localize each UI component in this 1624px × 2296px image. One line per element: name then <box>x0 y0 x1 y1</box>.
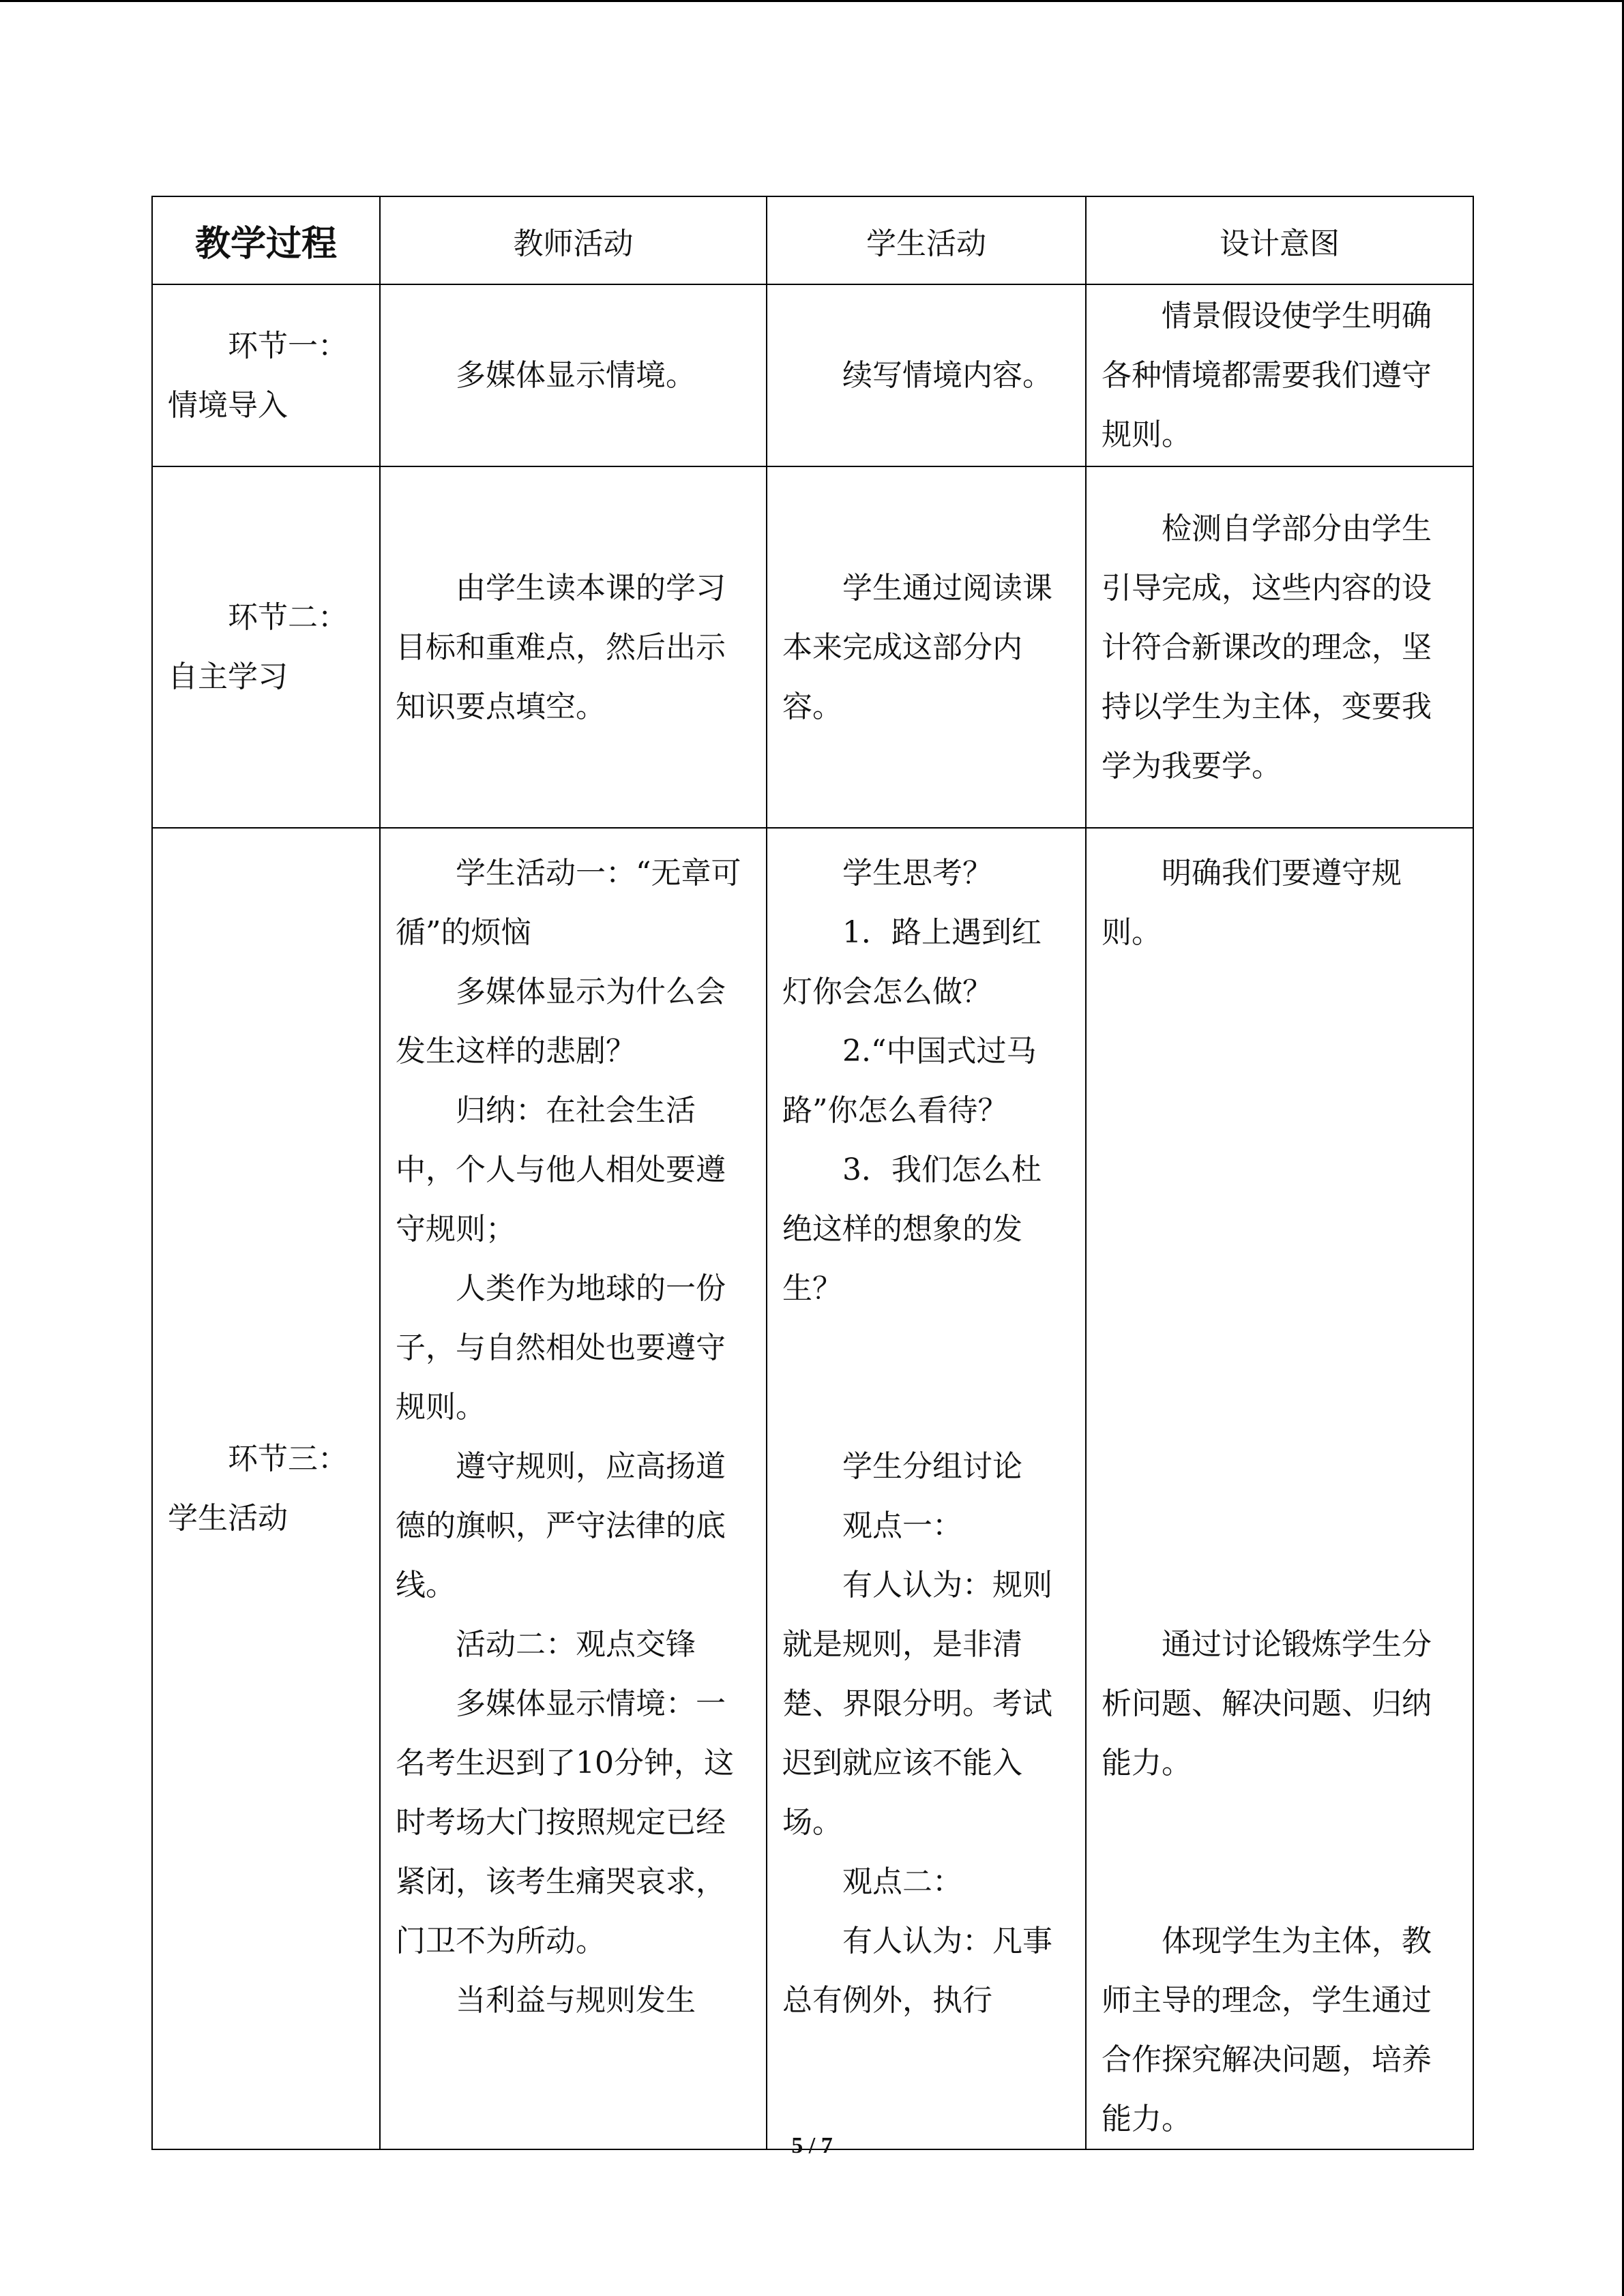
teacher-text: 活动二：观点交锋 <box>456 1627 696 1662</box>
intent-text: 通过讨论锻炼学生分析问题、解决问题、归纳能力。 <box>1102 1627 1432 1780</box>
intent-cell <box>1086 284 1473 466</box>
spacer <box>1102 1437 1458 1496</box>
spacer <box>1102 1259 1458 1318</box>
student-text: 有人认为：凡事总有例外，执行 <box>782 1924 1052 2018</box>
spacer <box>1102 1022 1458 1081</box>
teacher-cell <box>380 466 767 828</box>
teacher-text: 当利益与规则发生 <box>456 1983 696 2018</box>
table-row <box>152 828 1473 2149</box>
student-cell <box>767 828 1086 2149</box>
header-cell-student: 学生活动 <box>767 196 1086 284</box>
spacer <box>1102 1081 1458 1140</box>
stage-cell <box>152 466 380 828</box>
stage-label: 环节二： <box>228 600 348 635</box>
teacher-text: 学生活动一：“无章可循”的烦恼 <box>396 856 741 950</box>
header-cell-intent: 设计意图 <box>1086 196 1473 284</box>
student-text: 1．路上遇到红灯你会怎么做？ <box>782 915 1042 1009</box>
header-cell-process: 教学过程 <box>152 196 380 284</box>
student-text: 续写情境内容。 <box>842 358 1052 393</box>
teacher-text: 归纳：在社会生活中，个人与他人相处要遵守规则； <box>396 1093 726 1247</box>
intent-cell <box>1086 828 1473 2149</box>
teacher-text: 遵守规则，应高扬道德的旗帜，严守法律的底线。 <box>396 1449 726 1602</box>
intent-text: 情景假设使学生明确各种情境都需要我们遵守规则。 <box>1102 299 1432 452</box>
spacer <box>782 1377 1070 1437</box>
spacer <box>1102 1793 1458 1852</box>
student-text: 学生分组讨论 <box>842 1449 1022 1484</box>
spacer <box>1102 1199 1458 1259</box>
stage-title: 情境导入 <box>168 387 288 423</box>
stage-cell <box>152 828 380 2149</box>
intent-cell <box>1086 466 1473 828</box>
teacher-text: 多媒体显示情境：一名考生迟到了10分钟，这时考场大门按照规定已经紧闭，该考生痛哭哀求，门卫不为所动。 <box>396 1686 734 1958</box>
spacer <box>1102 1852 1458 1911</box>
intent-text: 体现学生为主体，教师主导的理念，学生通过合作探究解决问题，培养能力。 <box>1102 1924 1432 2136</box>
student-text: 学生通过阅读课本来完成这部分内容。 <box>782 570 1052 724</box>
student-text: 3．我们怎么杜绝这样的想象的发生？ <box>782 1152 1042 1306</box>
stage-title: 自主学习 <box>168 659 288 694</box>
student-cell <box>767 466 1086 828</box>
student-text: 2.“中国式过马路”你怎么看待？ <box>782 1034 1037 1128</box>
header-cell-teacher: 教师活动 <box>380 196 767 284</box>
student-cell <box>767 284 1086 466</box>
student-text: 观点一： <box>842 1508 962 1543</box>
student-text: 观点二： <box>842 1864 962 1899</box>
teacher-cell <box>380 828 767 2149</box>
teacher-cell <box>380 284 767 466</box>
stage-cell <box>152 284 380 466</box>
spacer <box>782 1318 1070 1377</box>
student-text: 有人认为：规则就是规则，是非清楚、界限分明。考试迟到就应该不能入场。 <box>782 1568 1052 1840</box>
table-row <box>152 284 1473 466</box>
spacer <box>1102 1140 1458 1199</box>
spacer <box>1102 1555 1458 1615</box>
teacher-text: 由学生读本课的学习目标和重难点，然后出示知识要点填空。 <box>396 570 726 724</box>
stage-label: 环节三： <box>228 1442 348 1476</box>
student-text: 学生思考？ <box>842 856 992 891</box>
stage-label: 环节一： <box>228 328 348 363</box>
teacher-text: 人类作为地球的一份子，与自然相处也要遵守规则。 <box>396 1271 726 1425</box>
teacher-text: 多媒体显示为什么会发生这样的悲剧？ <box>396 974 726 1069</box>
spacer <box>1102 962 1458 1022</box>
page-number: 5 / 7 <box>791 2133 833 2158</box>
table-row <box>152 466 1473 828</box>
spacer <box>1102 1496 1458 1555</box>
intent-text: 检测自学部分由学生引导完成，这些内容的设计符合新课改的理念，坚持以学生为主体，变要我学为我要学。 <box>1102 511 1432 784</box>
intent-text: 明确我们要遵守规则。 <box>1102 856 1402 950</box>
spacer <box>1102 1377 1458 1437</box>
lesson-plan-table <box>151 196 1474 2150</box>
page-top-border <box>0 0 1624 2</box>
teacher-text: 多媒体显示情境。 <box>456 358 696 393</box>
table-header-row <box>152 196 1473 284</box>
stage-title: 学生活动 <box>168 1501 288 1536</box>
spacer <box>1102 1318 1458 1377</box>
